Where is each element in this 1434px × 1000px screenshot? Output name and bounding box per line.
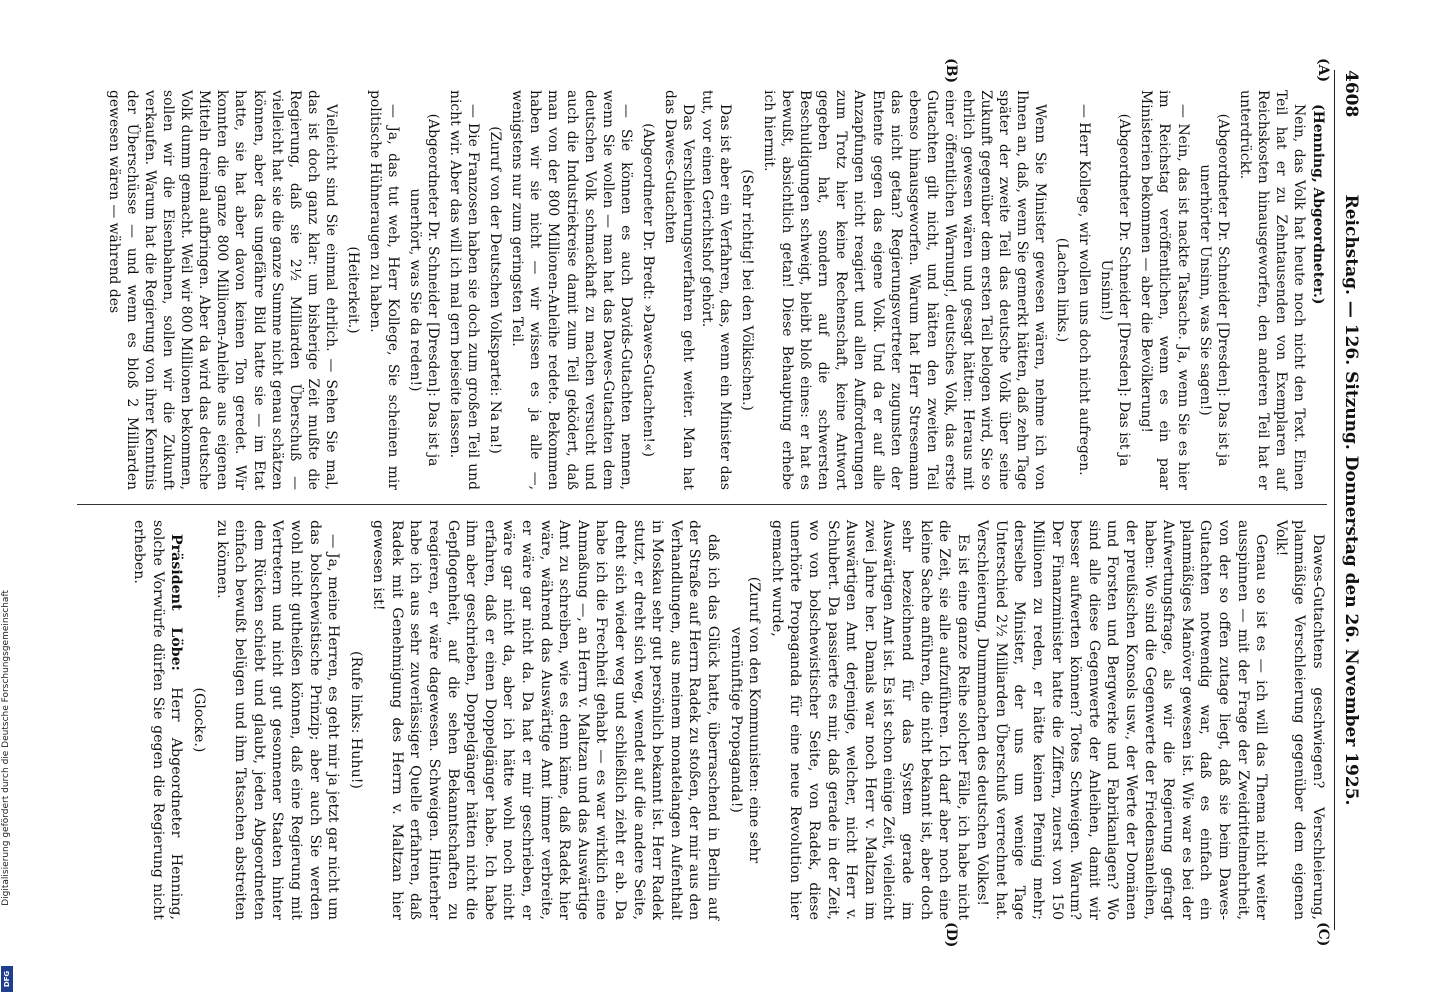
- paragraph-text: — Nein, das ist nackte Tatsache. Ja, wenn Sie es hier im Reichstag veröffentlichen, wenn es ein paar Ministerien bekommen — aber die Bevölkerung!: [1138, 90, 1191, 490]
- paragraph: [760, 90, 1049, 490]
- paragraph-text: (Zuruf von der Deutschen Volkspartei: Na na!): [487, 126, 504, 454]
- paragraph-text: daß ich das Glück hatte, überraschend in Berlin auf der Straße auf Herrn Radek zu stoßen, der mir aus den Verhandlungen, aus meinem monatelangen Aufenthalt in Moskau sehr gut persönlich bekannt ist. Herr Radek stutzt, er dreht sich weg, wendet auf die andere Seite, dreht sich wieder weg und schließlich zieht er ab. Da habe ich die Frechheit gehabt — es war wirklich eine Anmaßung —, an Herrn v. Maltzan und das Auswärtige Amt zu schreiben, wie es denn käme, daß Radek hier wäre, während das Auswärtige Amt immer verbreite, er wäre gar nicht da. Da hat er mir geschrieben, er wäre gar nicht da, aber ich hätte wohl noch nicht erfahren, daß er einen Doppelgänger habe. Ich habe ihm aber geschrieben, Doppelgänger hätten nicht die Gepflogenheit, auf die sehen Bekanntschaften zu reagieren, er wäre dagewesen. Schweigen. Hinterher habe ich aus sehr zuverlässiger Quelle erfahren, daß Radek mit Genehmigung des Herrn v. Maltzan hier gewesen ist!: [370, 520, 721, 920]
- stage-direction: [1196, 108, 1232, 472]
- paragraph: [1271, 520, 1327, 920]
- page-header: [1334, 70, 1363, 930]
- paragraph: [105, 90, 340, 490]
- paragraph-text: — Ja, das tut weh, Herr Kollege, Sie scheinen mir politische Hühneraugen zu haben.: [366, 90, 401, 490]
- rotated-page: [57, 50, 1377, 950]
- paragraph: [212, 520, 342, 920]
- paragraph-text: (Glocke.): [190, 687, 207, 753]
- speaker-name: Präsident Löbe:: [168, 534, 185, 671]
- paragraph: [1236, 90, 1308, 490]
- paragraph-text: Nein, das Volk hat heute noch nicht den Text. Einen Teil hat er zu Zehntausenden von Exemplaren auf Reichskosten hinausgeworfen, den anderen Teil hat er unterdrückt.: [1236, 90, 1307, 490]
- paragraph-text: — Sie können es auch Davids-Gutachten nennen, wenn Sie wollen — man hat das Dawes-Gutachten dem deutschen Volk schmackhaft zu machen versucht und auch die Industriekreise damit zum Teil geködert, daß man von der 800 Millionen-Anleihe redete. Bekommen haben wir sie nicht — wir wissen es ja alle —, wenigstens nur zum geringsten Teil.: [509, 90, 634, 490]
- right-column: [77, 520, 1327, 920]
- stage-direction: [738, 108, 756, 472]
- paragraph-text: (Zuruf von den Kommunisten: eine sehr vernünftige Propaganda!): [727, 576, 763, 864]
- stage-direction: [1097, 108, 1133, 472]
- paragraph-text: — Ja, meine Herren, es geht mir ja jetzt gar nicht um das bolschewistische Prinzip; aber auch Sie werden wohl nicht gutheißen können, daß eine Regierung mit Vertretern und nicht gut gesonnener Staaten hinter dem Rücken schiebt und glaubt, jeden Abgeordneten einfach bewußt belügen und ihm Tatsachen abstreiten zu können.: [213, 520, 342, 920]
- paragraph-text: — Die Franzosen haben sie doch zum großen Teil und nicht wir. Aber das will ich mal gern beiseite lassen.: [447, 90, 482, 490]
- paragraph: [508, 90, 634, 490]
- paragraph-text: (Lachen links.): [1054, 237, 1071, 343]
- stage-direction: [346, 538, 365, 902]
- stage-direction: [486, 108, 504, 472]
- paragraph: [366, 90, 402, 490]
- stage-direction: [639, 108, 657, 472]
- paragraph-text: Es ist eine ganze Reihe solcher Fälle, ich habe nicht die Zeit, sie alle aufzuführen. Ich darf aber noch eine kleine Sache anführen, die nicht bekannt ist, aber doch sehr bezeichnend für das System gerade im Auswärtigen Amt ist. Es ist schon einige Zeit, vielleicht zwei Jahre her. Damals war noch Herr v. Maltzan im Auswärtigen Amt derjenige, welcher, nicht Herr v. Schubert. Da passierte es mir, daß gerade in der Zeit, wo von bolschewistischer Seite, von Radek, diese unerhörte Propaganda für eine neue Revolution hier gemacht wurde,: [768, 520, 971, 920]
- paragraph-text: (Abgeordneter Dr. Bredt: »Dawes-Gutachten!«): [639, 123, 656, 457]
- paragraph: [1137, 90, 1191, 490]
- margin-marker-d: (D): [943, 922, 959, 948]
- paragraph-text: (Abgeordneter Dr. Schneider [Dresden]: Das ist ja Unsinn!): [1098, 113, 1133, 467]
- margin-marker-b: (B): [943, 58, 959, 84]
- paragraph-text: Dawes-Gutachtens geschwiegen? Verschleierung, planmäßige Verschleierung gegenüber dem eigenen Volk!: [1272, 520, 1326, 920]
- paragraph: [446, 90, 482, 490]
- stage-direction: [1053, 108, 1071, 472]
- dfg-logo-text: DFG: [3, 970, 11, 988]
- paragraph-text: (Sehr richtig! bei den Völkischen.): [739, 169, 756, 411]
- paragraph-text: (Abgeordneter Dr. Schneider [Dresden]: Das ist ja unerhörter Unsinn, was Sie sagen!): [1196, 113, 1231, 467]
- paragraph-text: (Rufe links: Huhu!): [347, 651, 364, 789]
- column-divider: [77, 504, 1327, 505]
- paragraph: [767, 520, 972, 920]
- digitization-credit: Digitalisierung gefördert durch die Deutsche Forschungsgemeinschaft: [1, 590, 11, 906]
- stage-direction: [406, 108, 442, 472]
- paragraph: [973, 520, 1271, 920]
- paragraph-text: Das ist aber ein Verfahren, das, wenn ein Minister das tut, vor einen Gerichtshof gehört.: [699, 90, 734, 490]
- speaker-name: (Henning, Abgeordneter.): [1310, 104, 1326, 305]
- paragraph: [698, 90, 734, 490]
- margin-marker-a: (A): [1315, 58, 1331, 83]
- paragraph-text: Wenn Sie Minister gewesen wären, nehme ich von Ihnen an, daß, wenn Sie gemerkt hätten, daß zehn Tage später der zweite Teil das deutsche Volk über seine Zukunft gegenüber dem ersten Teil belogen wird, Sie so ehrlich gewesen wären und gesagt hätten: Heraus mit einer öffentlichen Warnung!, deutsches Volk, das erste Gutachten gilt nicht, und hätten den zweiten Teil ebenso hinausgeworfen. Warum hat Herr Stresemann das nicht getan? Regierungsvertreter zugunsten der Entente gegen das eigene Volk. Und da er auf alle Anzapfungen nicht reagiert und allen Aufforderungen zum Trotz hier keine Rechenschaft, keine Antwort gegeben hat, sondern auf die schwersten Beschuldigungen schweigt, bleibt bloß eines: er hat es bewußt, absichtlich getan! Diese Behauptung erhebe ich hiermit.: [761, 90, 1049, 490]
- stage-direction: [726, 538, 763, 902]
- paragraph: [1309, 90, 1327, 490]
- left-column: [77, 90, 1327, 490]
- paragraph-text: (Abgeordneter Dr. Schneider [Dresden]: Das ist ja unerhört, was Sie da reden!): [407, 113, 442, 467]
- paragraph-text: Herr Abgeordneter Henning, solche Vorwürfe dürfen Sie gegen die Regierung nicht erheben.: [131, 520, 185, 921]
- paragraph: [130, 520, 186, 920]
- stage-direction: [344, 108, 362, 472]
- margin-marker-c: (C): [1315, 922, 1331, 947]
- paragraph: [661, 90, 697, 490]
- stage-direction: [189, 538, 208, 902]
- paragraph: [1075, 90, 1093, 490]
- paragraph-text: Genau so ist es — ich will das Thema nicht weiter ausspinnen — mit der Frage der Zweidrittelmehrheit, von der so offen zutage liegt, daß sie beim Dawes-Gutachten notwendig war, daß es einfach ein planmäßiges Manöver gewesen ist. Wie war es bei der Aufwertungsfrage, als wir die Regierung gefragt haben: Wo sind die Gegenwerte der Friedensanleihen, der preußischen Konsols usw., der Werte der Domänen und Forsten und Bergwerke und Fabrikanlagen? Wo sind alle diese Gegenwerte der Anleihen, damit wir besser aufwerten können? Totes Schweigen. Warum? Der Finanzminister hatte die Ziffern, zuerst von 150 Millionen zu reden, er hätte keinen Pfennig mehr; derselbe Minister, der uns um wenige Tage Unterschied 2½ Milliarden Überschuß verrechnet hat. Verschleierung, Dummmachen des deutschen Volkes!: [974, 520, 1270, 920]
- paragraph-text: Das Verschleierungsverfahren geht weiter. Man hat das Dawes-Gutachten: [661, 90, 696, 490]
- paragraph: [369, 520, 722, 920]
- dfg-logo: [1, 966, 13, 992]
- running-head: Reichstag. — 126. Sitzung. Donnerstag den 26. November 1925.: [1341, 194, 1361, 806]
- paragraph-text: — Herr Kollege, wir wollen uns doch nicht aufregen.: [1076, 104, 1093, 476]
- paragraph-text: (Heiterkeit.): [344, 246, 361, 334]
- page-number: 4608: [1341, 70, 1361, 118]
- paragraph-text: Vielleicht sind Sie einmal ehrlich. — Sehen Sie mal, das ist doch ganz klar: um bisherige Zeit mußte die Regierung, daß sie 2½ Milliarden Überschuß — vielleicht hat sie die ganze Summe nicht genau schätzen können, aber das ungefähre Bild hatte sie — im Etat hatte, sie hat aber davon keinen Ton geredet. Wir konnten die ganze 800 Millionen-Anleihe aus eigenen Mitteln dreimal aufbringen. Aber da wird das deutsche Volk dumm gemacht. Weil wir 800 Millionen bekommen, sollen wir die Eisenbahnen, sollen wir die Zukunft verkaufen. Warum hat die Regierung von ihrer Kenntnis der Überschüsse — und wenn es bloß 2 Milliarden gewesen wären — während des: [106, 90, 339, 490]
